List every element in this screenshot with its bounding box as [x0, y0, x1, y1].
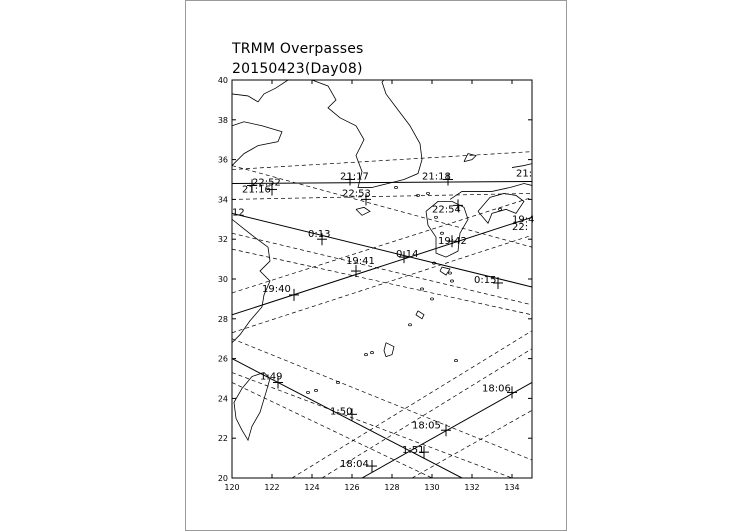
- overpass-time-label: 21:17: [340, 171, 369, 183]
- overpass-time-label: 19:4: [512, 214, 535, 226]
- swath-edge-dashed: [232, 152, 532, 170]
- overpass-time-label: 0:14: [396, 249, 419, 261]
- island: [314, 389, 317, 391]
- x-tick-label: 120: [224, 483, 240, 492]
- island: [434, 216, 437, 218]
- x-tick-label: 134: [504, 483, 520, 492]
- overpass-time-label: 21:16: [242, 184, 271, 196]
- island: [364, 354, 367, 356]
- cross-marker-layer: [247, 171, 517, 473]
- island: [448, 272, 451, 274]
- x-tick-label: 122: [264, 483, 280, 492]
- coastline: [232, 122, 282, 166]
- x-tick-label: 126: [344, 483, 360, 492]
- coastline: [232, 80, 288, 102]
- island: [430, 298, 433, 300]
- y-tick-label: 26: [217, 354, 228, 364]
- island: [420, 288, 423, 290]
- swath-edge-dashed: [232, 339, 532, 460]
- overpass-time-label: 0:13: [308, 229, 331, 241]
- coastline: [416, 311, 424, 319]
- y-tick-label: 32: [217, 235, 228, 245]
- island: [370, 352, 373, 354]
- coastline: [512, 164, 532, 168]
- island: [440, 232, 443, 234]
- overpass-time-label: 1:51: [402, 445, 425, 457]
- coastline: [384, 343, 394, 357]
- orbit-track: [232, 217, 532, 315]
- overpass-label-layer: [232, 169, 534, 471]
- overpass-time-label: 22:54: [432, 204, 461, 216]
- overpass-time-label: 22:: [512, 222, 529, 234]
- y-tick-label: 20: [217, 474, 228, 483]
- overpass-time-label: 0:15: [474, 274, 497, 286]
- island: [408, 324, 411, 326]
- y-tick-label: 40: [217, 76, 228, 85]
- overpass-time-label: 12: [232, 207, 245, 219]
- coastline: [464, 154, 476, 162]
- overpass-time-label: 1:49: [260, 371, 283, 383]
- overpass-time-label: 1:50: [330, 406, 353, 418]
- plot-subtitle: 20150423(Day08): [232, 61, 363, 77]
- y-tick-label: 38: [217, 115, 228, 125]
- y-tick-label: 30: [217, 275, 228, 284]
- y-tick-label: 36: [217, 155, 228, 165]
- overpass-time-label: 19:41: [346, 256, 375, 268]
- overpass-time-label: 18:05: [412, 420, 441, 432]
- y-tick-label: 24: [217, 394, 228, 404]
- island: [454, 359, 457, 361]
- overpass-time-label: 21:18: [422, 171, 451, 183]
- overpass-time-label: 19:40: [262, 283, 291, 295]
- swath-edge-dashed: [232, 193, 532, 199]
- overpass-time-label: 22:52: [252, 177, 281, 189]
- x-tick-label: 132: [464, 483, 480, 492]
- coastline: [232, 219, 270, 342]
- island: [306, 391, 309, 393]
- overpass-time-label: 21:: [516, 168, 533, 180]
- overpass-time-label: 18:04: [340, 459, 369, 471]
- swath-edge-dashed: [232, 382, 432, 478]
- overpass-time-label: 19:42: [438, 236, 467, 248]
- x-tick-label: 124: [304, 483, 320, 492]
- island: [450, 280, 453, 282]
- y-tick-label: 28: [217, 314, 228, 324]
- overpass-time-label: 18:06: [482, 383, 511, 395]
- island: [426, 192, 429, 194]
- coastline: [356, 207, 370, 215]
- x-tick-label: 130: [424, 483, 440, 492]
- island: [498, 208, 501, 210]
- x-tick-label: 128: [384, 483, 400, 492]
- plot-title: TRMM Overpasses: [232, 41, 364, 57]
- y-tick-label: 22: [217, 434, 228, 444]
- overpass-time-label: 22:53: [342, 188, 371, 200]
- island: [394, 186, 397, 188]
- y-tick-label: 34: [217, 195, 228, 205]
- coastline: [234, 373, 270, 441]
